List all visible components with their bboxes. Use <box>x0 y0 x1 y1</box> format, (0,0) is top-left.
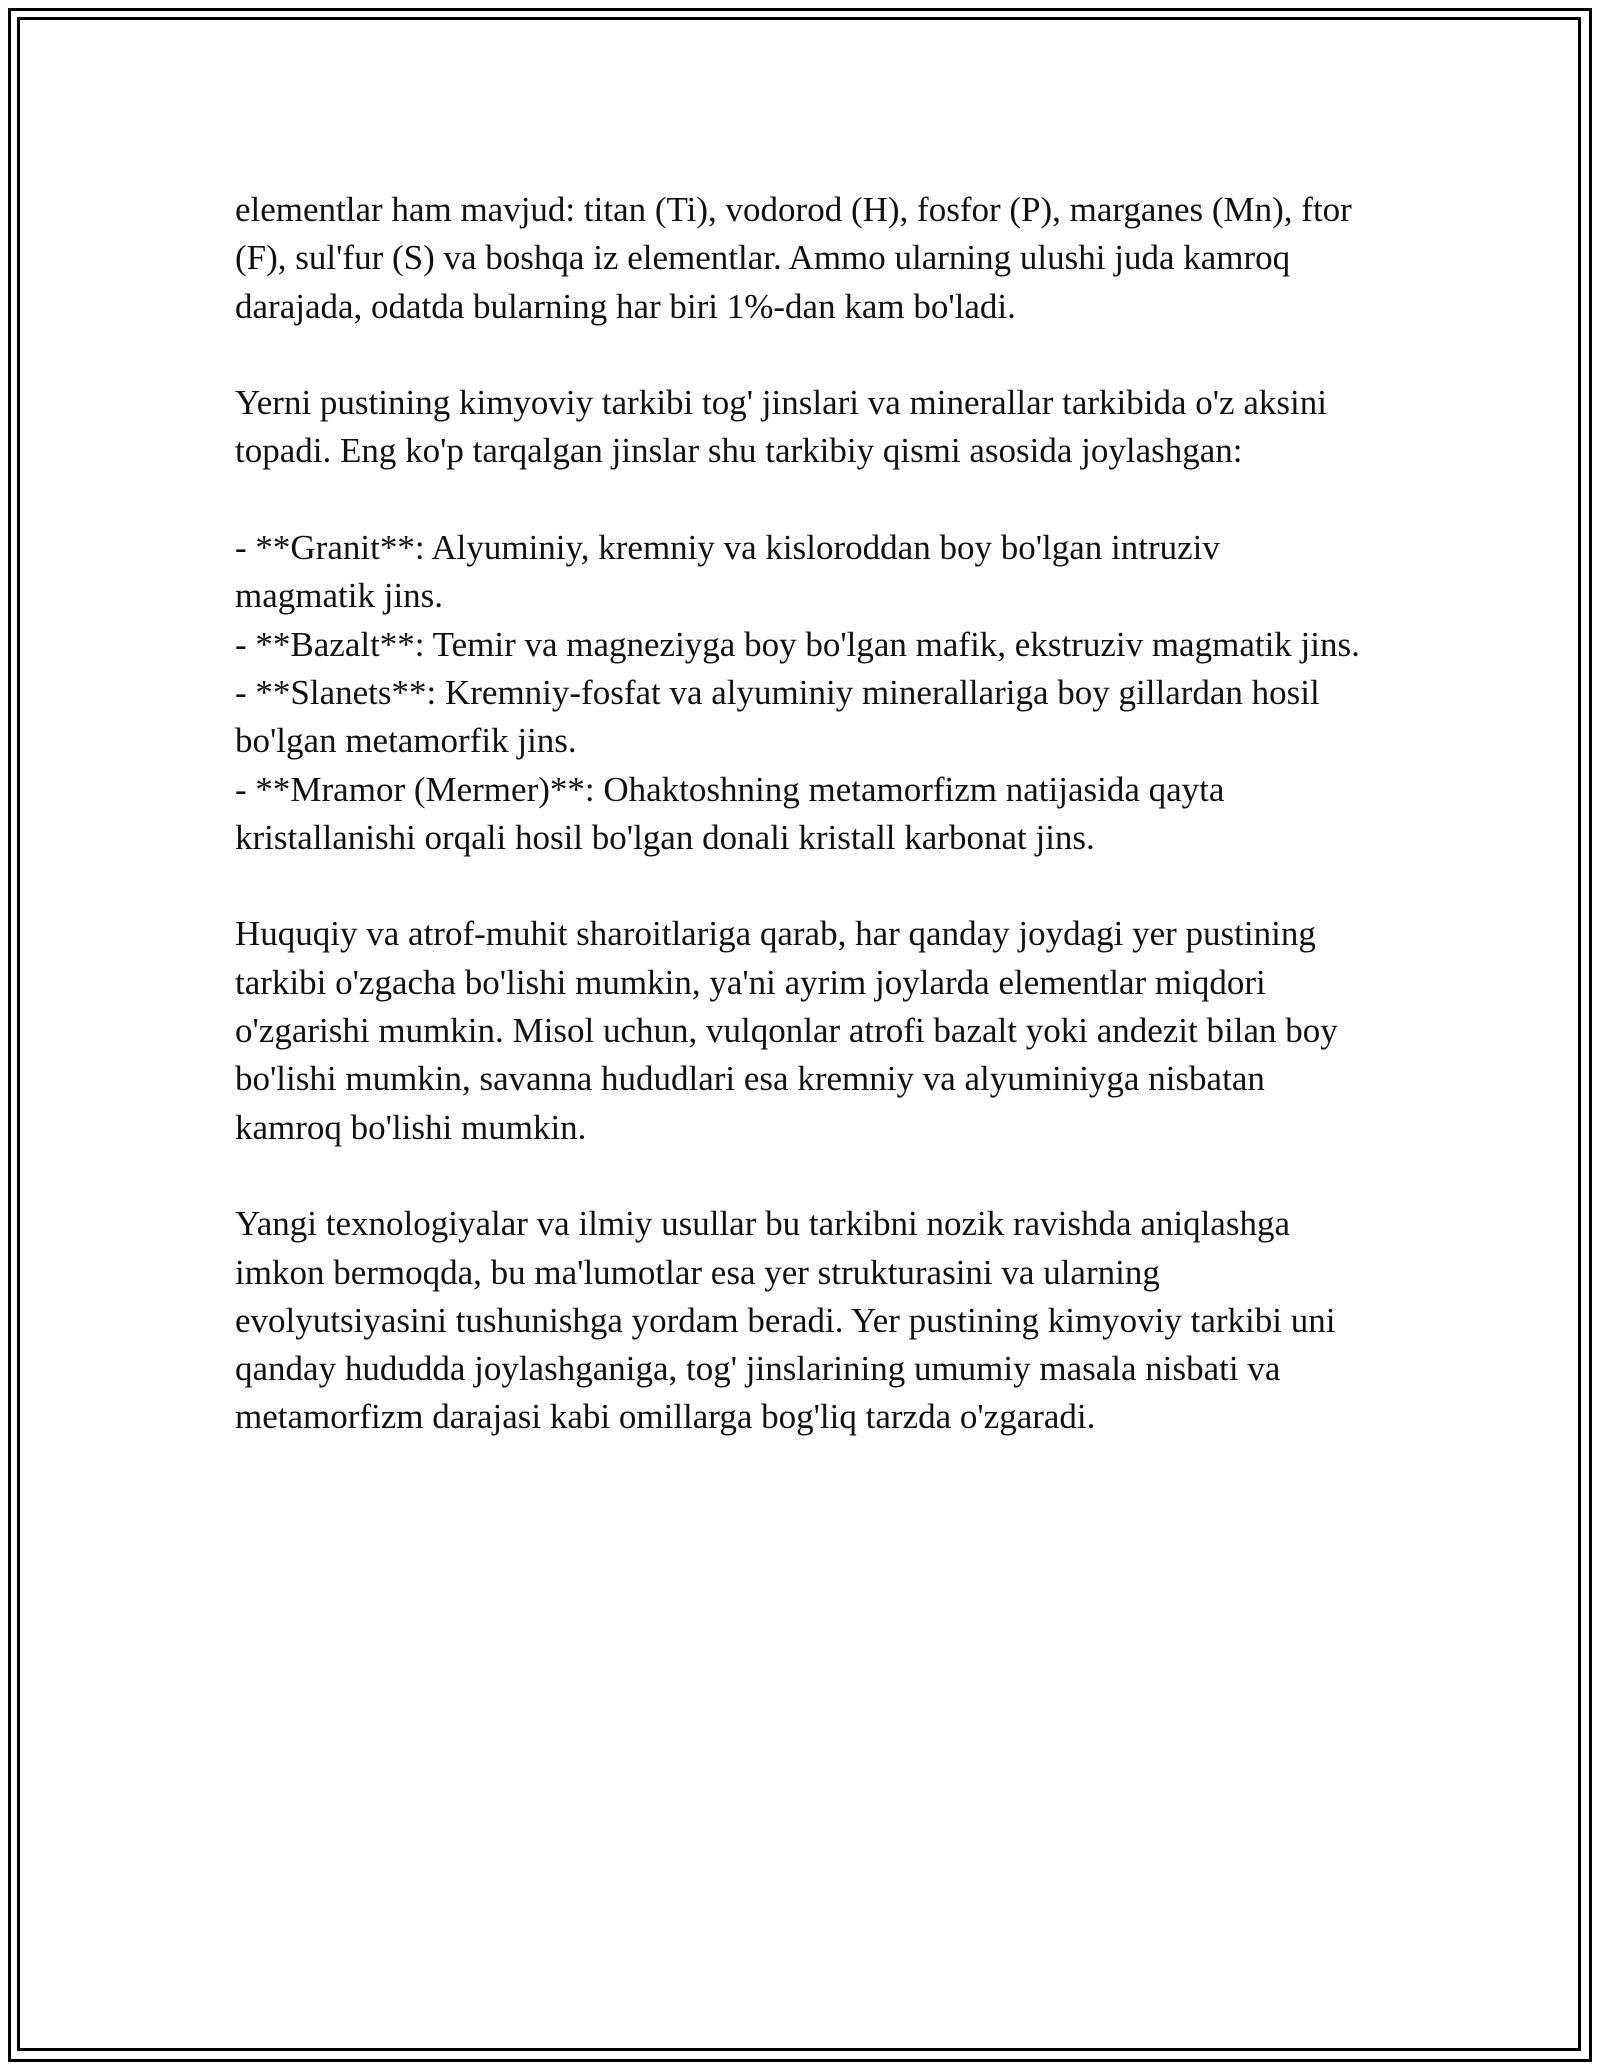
paragraph-regional-variation: Huquqiy va atrof-muhit sharoitlariga qarab, har qanday joydagi yer pustining tarkibi o'zgacha bo'lishi mumkin, ya'ni ayrim joylarda elementlar miqdori o'zgarishi mumkin. Misol uchun, vulqonlar atrofi bazalt yoki andezit bilan boy bo'lishi mumkin, savanna hududlari esa kremniy va alyuminiyga nisbatan kamroq bo'lishi mumkin. <box>235 914 1338 1147</box>
list-item-bazalt: - **Bazalt**: Temir va magneziyga boy bo'lgan mafik, ekstruziv magmatik jins. <box>235 624 1360 664</box>
paragraph-elements: elementlar ham mavjud: titan (Ti), vodorod (H), fosfor (P), marganes (Mn), ftor (F), sul'fur (S) va boshqa iz elementlar. Ammo ularning ulushi juda kamroq darajada, odatda bularning har biri 1%-dan kam bo'ladi. <box>235 190 1352 326</box>
document-body <box>235 186 1365 1490</box>
list-item-mramor: - **Mramor (Mermer)**: Ohaktoshning metamorfizm natijasida qayta kristallanishi orqali hosil bo'lgan donali kristall karbonat jins. <box>235 769 1225 857</box>
list-item-slanets: - **Slanets**: Kremniy-fosfat va alyuminiy minerallariga boy gillardan hosil bo'lgan metamorfik jins. <box>235 672 1320 761</box>
paragraph-new-technologies: Yangi texnologiyalar va ilmiy usullar bu tarkibni nozik ravishda aniqlashga imkon bermoqda, bu ma'lumotlar esa yer strukturasini va ularning evolyutsiyasini tushunishga yordam beradi. Yer pustining kimyoviy tarkibi uni qanday hududda joylashganiga, tog' jinslarining umumiy masala nisbati va metamorfizm darajasi kabi omillarga bog'liq tarzda o'zgaradi. <box>235 1204 1336 1437</box>
list-item-granit: - **Granit**: Alyuminiy, kremniy va kisloroddan boy bo'lgan intruziv magmatik jins. <box>235 528 1220 616</box>
rock-list <box>235 524 1365 862</box>
paragraph-rock-composition: Yerni pustining kimyoviy tarkibi tog' jinslari va minerallar tarkibida o'z aksini topadi. Eng ko'p tarqalgan jinslar shu tarkibiy qismi asosida joylashgan: <box>235 383 1327 471</box>
